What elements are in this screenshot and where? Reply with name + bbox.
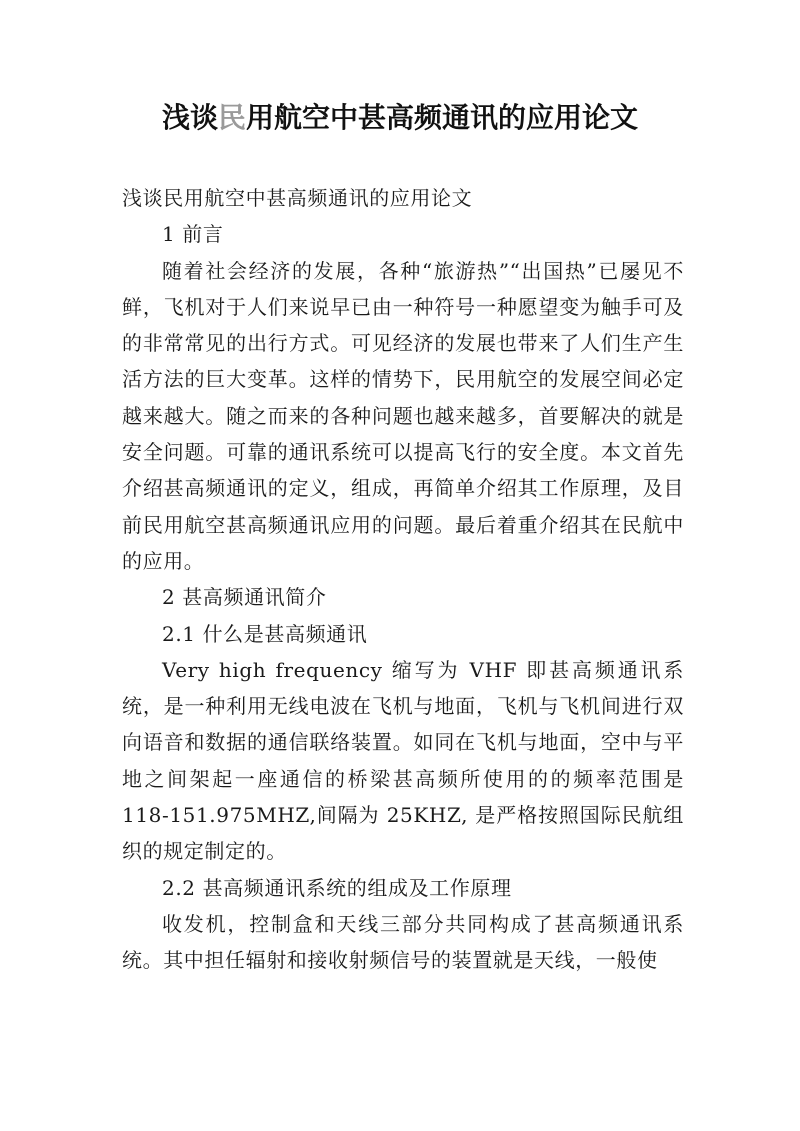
heading-vhf-composition: 2.2 甚高频通讯系统的组成及工作原理 xyxy=(162,875,512,900)
paragraph-vhf-composition: 收发机，控制盒和天线三部分共同构成了甚高频通讯系统。其中担任辐射和接收射频信号的装置就是天线，一般使 xyxy=(122,911,684,973)
document-title xyxy=(0,96,800,140)
title-part-3: 用航空中甚高频通讯的应用论文 xyxy=(246,101,639,134)
heading-introduction: 1 前言 xyxy=(162,222,224,247)
paragraph-introduction: 随着社会经济的发展，各种“旅游热”“出国热”已屡见不鲜，飞机对于人们来说早已由一种符号一种愿望变为触手可及的非常常见的出行方式。可见经济的发展也带来了人们生产生活方法的巨大变革。这样的情势下，民用航空的发展空间必定越来越大。随之而来的各种问题也越来越多，首要解决的就是安全问题。可靠的通讯系统可以提高飞行的安全度。本文首先介绍甚高频通讯的定义，组成，再简单介绍其工作原理，及目前民用航空甚高频通讯应用的问题。最后着重介绍其在民航中的应用。 xyxy=(122,258,684,573)
heading-vhf-overview: 2 甚高频通讯简介 xyxy=(162,585,327,610)
document-body xyxy=(122,180,684,979)
title-part-1: 浅谈 xyxy=(161,101,218,134)
heading-what-is-vhf: 2.1 什么是甚高频通讯 xyxy=(162,621,368,646)
title-part-2-highlighted: 民 xyxy=(217,101,246,134)
paragraph-subtitle: 浅谈民用航空中甚高频通讯的应用论文 xyxy=(122,186,473,210)
paragraph-vhf-definition: Very high frequency 缩写为 VHF 即甚高频通讯系统，是一种利用无线电波在飞机与地面，飞机与飞机间进行双向语音和数据的通信联络装置。如同在飞机与地面，空中与平地之间架起一座通信的桥梁甚高频所使用的的频率范围是118-151.975MHZ,间隔为 25KHZ, 是严格按照国际民航组织的规定制定的。 xyxy=(122,657,684,864)
